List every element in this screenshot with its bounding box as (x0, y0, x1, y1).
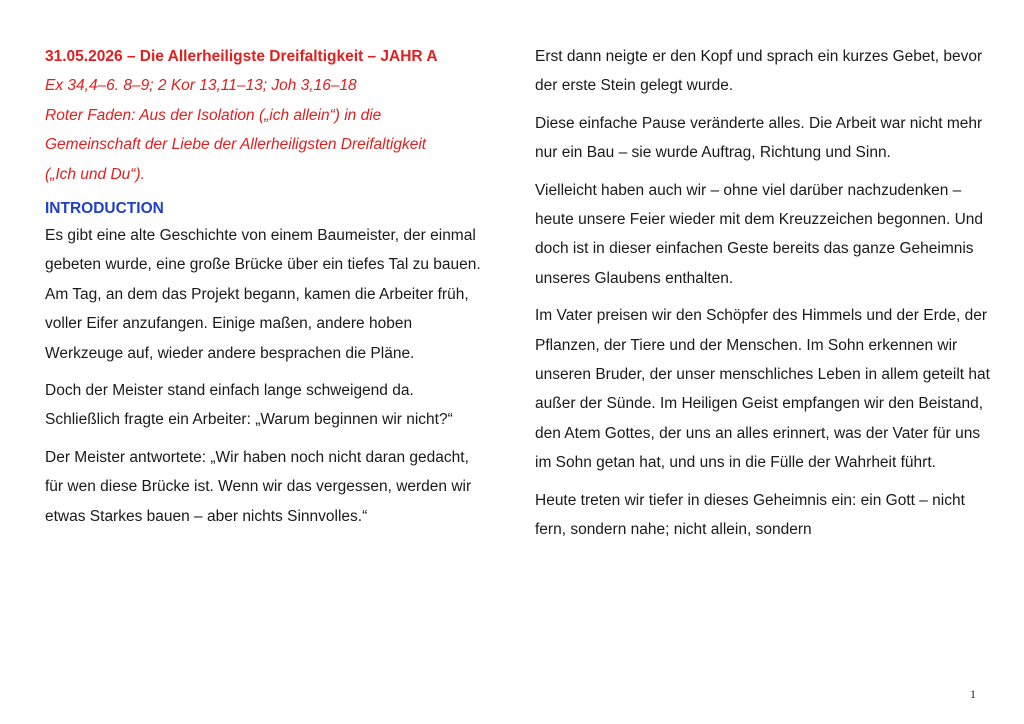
theme-line-1: Roter Faden: Aus der Isolation („ich allein“) in die (45, 106, 382, 124)
page-number: 1 (970, 687, 976, 701)
body-paragraph: Vielleicht haben auch wir – ohne viel darüber nachzudenken – heute unsere Feier wieder mit dem Kreuzzeichen begonnen. Und doch ist in dieser einfachen Geste bereits das ganze Geheimnis unseres Glaubens enthalten. (535, 181, 984, 287)
theme-line-2: Gemeinschaft der Liebe der Allerheiligsten Dreifaltigkeit (45, 136, 427, 154)
body-paragraph: Diese einfache Pause veränderte alles. Die Arbeit war nicht mehr nur ein Bau – sie wurde Auftrag, Richtung und Sinn. (535, 114, 983, 162)
right-column (535, 42, 990, 553)
body-paragraph: Erst dann neigte er den Kopf und sprach ein kurzes Gebet, bevor der erste Stein gelegt wurde. (535, 48, 983, 95)
body-paragraph: Heute treten wir tiefer in dieses Geheimnis ein: ein Gott – nicht fern, sondern nahe; nicht allein, sondern (535, 491, 965, 539)
left-column (45, 42, 485, 539)
body-paragraph: Es gibt eine alte Geschichte von einem Baumeister, der einmal gebeten wurde, eine große Brücke über ein tiefes Tal zu bauen. Am Tag, an dem das Projekt begann, kamen die Arbeiter früh, voller Eifer anzufangen. Einige maßen, andere hoben Werkzeuge auf, wieder andere besprachen die Pläne. (45, 227, 481, 362)
theme-line-3: („Ich und Du“). (45, 165, 145, 183)
section-heading-introduction: INTRODUCTION (45, 200, 164, 218)
document-title: 31.05.2026 – Die Allerheiligste Dreifaltigkeit – JAHR A (45, 48, 438, 65)
scripture-readings: Ex 34,4–6. 8–9; 2 Kor 13,11–13; Joh 3,16–18 (45, 77, 357, 95)
body-paragraph: Doch der Meister stand einfach lange schweigend da. Schließlich fragte ein Arbeiter: „Warum beginnen wir nicht?“ (45, 382, 453, 429)
body-paragraph: Der Meister antwortete: „Wir haben noch nicht daran gedacht, für wen diese Brücke ist. Wenn wir das vergessen, werden wir etwas Starkes bauen – aber nichts Sinnvolles.“ (45, 448, 472, 525)
body-paragraph: Im Vater preisen wir den Schöpfer des Himmels und der Erde, der Pflanzen, der Tiere und der Menschen. Im Sohn erkennen wir unseren Bruder, der unser menschliches Leben in allem geteilt hat außer der Sünde. Im Heiligen Geist empfangen wir den Beistand, den Atem Gottes, der uns an alles erinnert, was der Vater für uns im Sohn getan hat, und uns in die Fülle der Wahrheit führt. (535, 307, 990, 472)
